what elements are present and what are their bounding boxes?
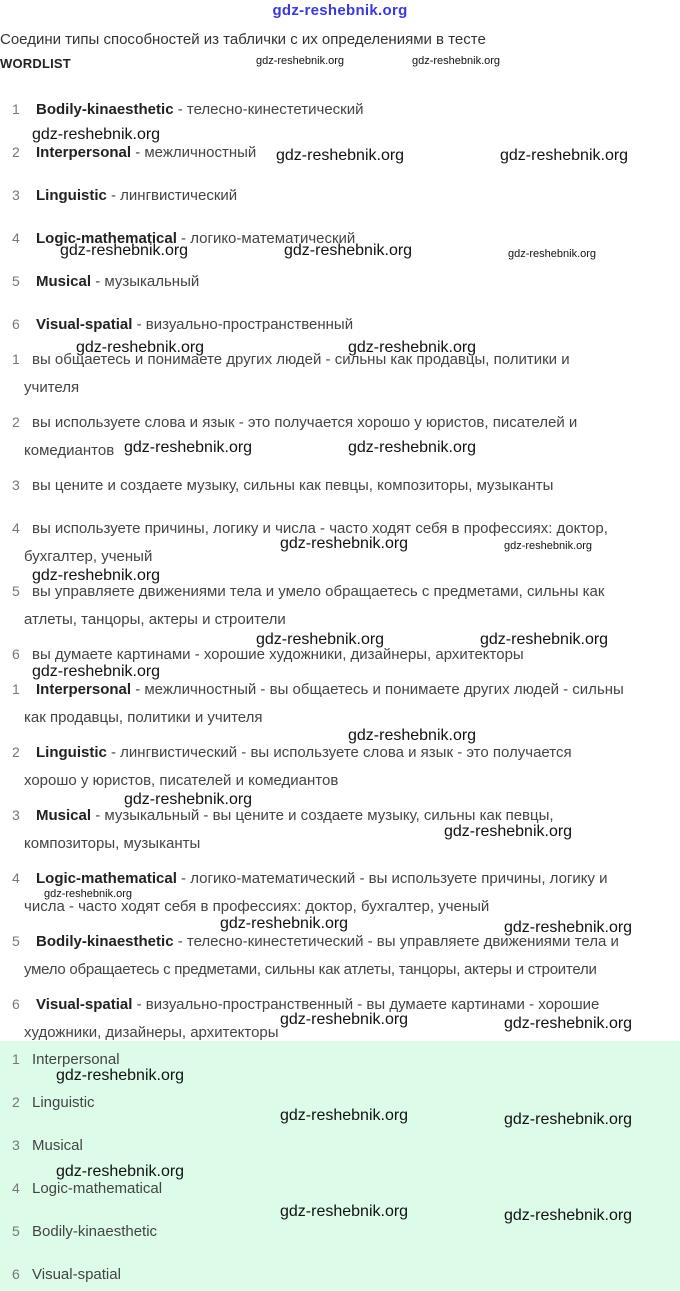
item-number: 2 [12, 1094, 20, 1110]
item-number: 3 [12, 477, 20, 493]
definition-text-cont: атлеты, танцоры, актеры и строители [24, 611, 286, 628]
watermark: gdz-reshebnik.org [256, 55, 345, 67]
watermark: gdz-reshebnik.org [348, 727, 477, 744]
term-translation: - визуально-пространственный [132, 316, 354, 333]
item-number: 4 [12, 870, 20, 886]
match-text-cont: хорошо у юристов, писателей и комедиантов [24, 772, 339, 789]
term-name: Visual-spatial [36, 996, 133, 1013]
watermark: gdz-reshebnik.org [280, 535, 409, 552]
match-text: - лингвистический - вы используете слова и язык - это получается [106, 744, 572, 761]
item-number: 3 [12, 807, 20, 823]
watermark: gdz-reshebnik.org [56, 1067, 185, 1084]
watermark: gdz-reshebnik.org [500, 147, 629, 164]
item-number: 4 [12, 230, 20, 246]
term-name: Musical [36, 273, 92, 290]
item-number: 3 [12, 187, 20, 203]
item-number: 4 [12, 1180, 20, 1196]
watermark: gdz-reshebnik.org [348, 339, 477, 356]
match-text-cont: художники, дизайнеры, архитекторы [24, 1024, 279, 1041]
watermark: gdz-reshebnik.org [412, 55, 501, 67]
item-number: 1 [12, 681, 20, 697]
answer-text: Musical [32, 1137, 83, 1154]
watermark: gdz-reshebnik.org [508, 248, 597, 260]
definition-text-cont: комедиантов [24, 442, 115, 459]
term-translation: - музыкальный [91, 273, 200, 290]
watermark: gdz-reshebnik.org [504, 1111, 633, 1128]
item-number: 1 [12, 1051, 20, 1067]
term-name: Bodily-kinaesthetic [36, 101, 174, 118]
watermark: gdz-reshebnik.org [256, 631, 385, 648]
definition-text: вы используете слова и язык - это получается хорошо у юристов, писателей и [32, 414, 578, 431]
match-text-cont: как продавцы, политики и учителя [24, 709, 263, 726]
item-number: 2 [12, 144, 20, 160]
definition-text: вы управляете движениями тела и умело обращаетесь с предметами, сильны как [32, 583, 605, 600]
definition-text: вы думаете картинами - хорошие художники, дизайнеры, архитекторы [32, 646, 524, 663]
watermark: gdz-reshebnik.org [32, 126, 161, 143]
item-number: 1 [12, 351, 20, 367]
definition-text-cont: бухгалтер, ученый [24, 548, 153, 565]
term-name: Interpersonal [36, 681, 132, 698]
answer-text: Linguistic [32, 1094, 95, 1111]
item-number: 2 [12, 744, 20, 760]
watermark: gdz-reshebnik.org [44, 888, 133, 900]
watermark: gdz-reshebnik.org [480, 631, 609, 648]
watermark: gdz-reshebnik.org [276, 147, 405, 164]
watermark: gdz-reshebnik.org [76, 339, 205, 356]
wordlist-heading: WORDLIST [0, 56, 71, 71]
term-translation: - лингвистический [106, 187, 238, 204]
definition-text: вы цените и создаете музыку, сильны как певцы, композиторы, музыканты [32, 477, 554, 494]
watermark: gdz-reshebnik.org [56, 1163, 185, 1180]
term-name: Linguistic [36, 187, 107, 204]
definition-text: вы используете причины, логику и числа - часто ходят себя в профессиях: доктор, [32, 520, 608, 537]
item-number: 6 [12, 316, 20, 332]
watermark: gdz-reshebnik.org [444, 823, 573, 840]
term-translation: - телесно-кинестетический [173, 101, 364, 118]
watermark: gdz-reshebnik.org [32, 567, 161, 584]
term-name: Logic-mathematical [36, 230, 177, 247]
match-text: - визуально-пространственный - вы думаете картинами - хорошие [132, 996, 600, 1013]
item-number: 5 [12, 1223, 20, 1239]
watermark: gdz-reshebnik.org [60, 242, 189, 259]
match-text: - межличностный - вы общаетесь и понимаете других людей - сильны [131, 681, 624, 698]
watermark: gdz-reshebnik.org [124, 791, 253, 808]
watermark: gdz-reshebnik.org [280, 1107, 409, 1124]
term-name: Bodily-kinaesthetic [36, 933, 174, 950]
site-title[interactable]: gdz-reshebnik.org [272, 2, 408, 19]
term-translation: - логико-математический [176, 230, 356, 247]
term-translation: - межличностный [131, 144, 257, 161]
match-text-cont: умело обращаетесь с предметами, сильны как атлеты, танцоры, актеры и строители [24, 961, 597, 978]
item-number: 6 [12, 1266, 20, 1282]
task-title: Соедини типы способностей из таблички с их определениями в тесте [0, 31, 486, 48]
item-number: 5 [12, 583, 20, 599]
item-number: 5 [12, 273, 20, 289]
item-number: 6 [12, 996, 20, 1012]
item-number: 6 [12, 646, 20, 662]
watermark: gdz-reshebnik.org [504, 1207, 633, 1224]
item-number: 2 [12, 414, 20, 430]
match-text: - музыкальный - вы цените и создаете музыку, сильны как певцы, [91, 807, 554, 824]
watermark: gdz-reshebnik.org [32, 663, 161, 680]
answer-text: Visual-spatial [32, 1266, 121, 1283]
watermark: gdz-reshebnik.org [504, 919, 633, 936]
answer-text: Logic-mathematical [32, 1180, 163, 1197]
watermark: gdz-reshebnik.org [504, 540, 593, 552]
watermark: gdz-reshebnik.org [280, 1203, 409, 1220]
watermark: gdz-reshebnik.org [280, 1011, 409, 1028]
answer-text: Bodily-kinaesthetic [32, 1223, 158, 1240]
watermark: gdz-reshebnik.org [504, 1015, 633, 1032]
watermark: gdz-reshebnik.org [220, 915, 349, 932]
answer-text: Interpersonal [32, 1051, 120, 1068]
item-number: 1 [12, 101, 20, 117]
match-text-cont: числа - часто ходят себя в профессиях: доктор, бухгалтер, ученый [24, 898, 490, 915]
watermark: gdz-reshebnik.org [348, 439, 477, 456]
item-number: 5 [12, 933, 20, 949]
term-name: Logic-mathematical [36, 870, 177, 887]
definition-text-cont: учителя [24, 379, 80, 396]
watermark: gdz-reshebnik.org [124, 439, 253, 456]
match-text-cont: композиторы, музыканты [24, 835, 201, 852]
term-name: Linguistic [36, 744, 107, 761]
term-name: Musical [36, 807, 92, 824]
term-name: Visual-spatial [36, 316, 133, 333]
item-number: 3 [12, 1137, 20, 1153]
item-number: 4 [12, 520, 20, 536]
term-name: Interpersonal [36, 144, 132, 161]
definition-text: вы общаетесь и понимаете других людей - сильны как продавцы, политики и [32, 351, 570, 368]
watermark: gdz-reshebnik.org [284, 242, 413, 259]
match-text: - логико-математический - вы используете причины, логику и [176, 870, 608, 887]
match-text: - телесно-кинестетический - вы управляете движениями тела и [173, 933, 619, 950]
